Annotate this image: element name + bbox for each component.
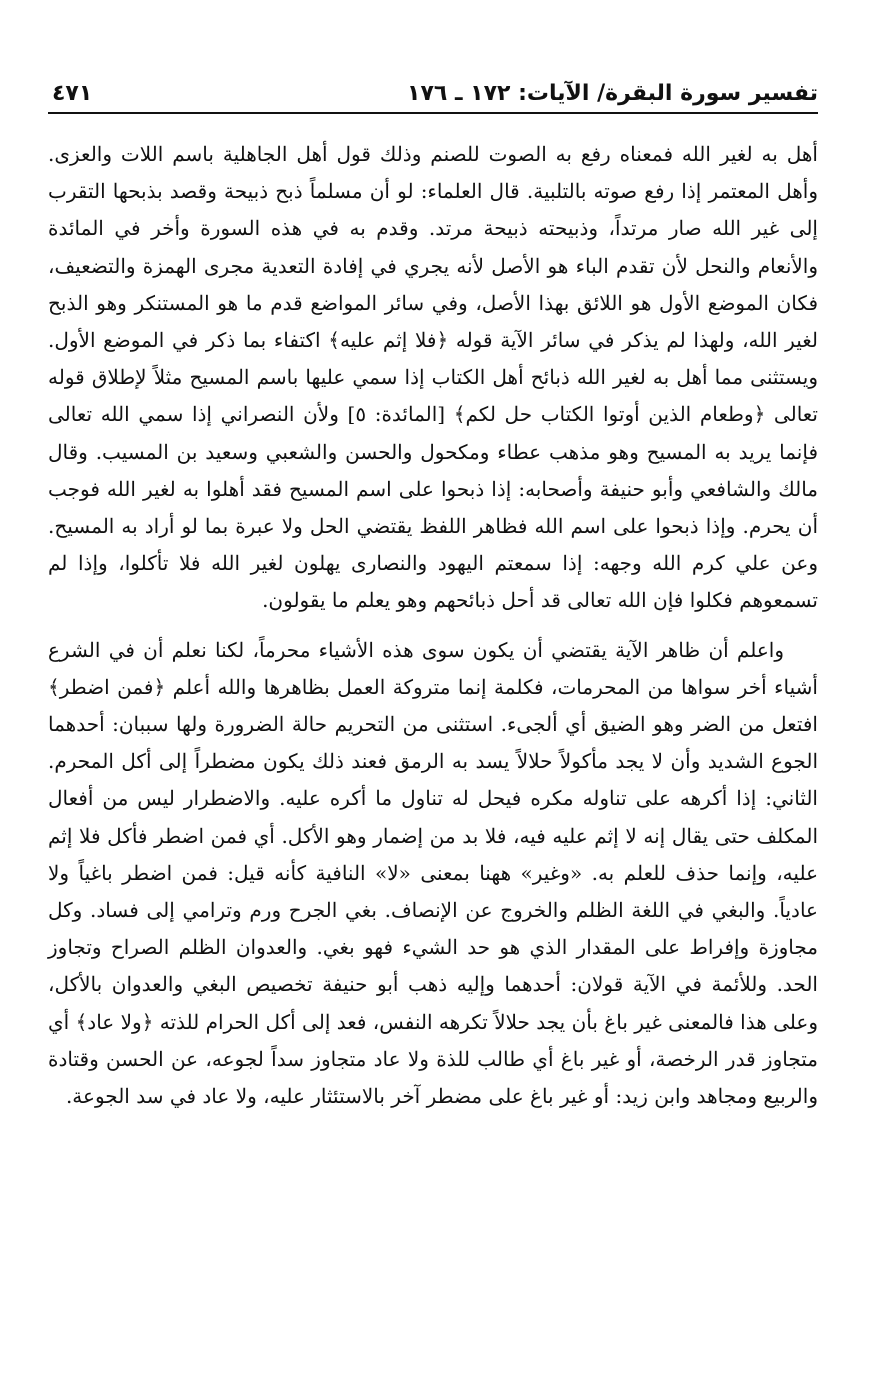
body-text	[48, 136, 818, 1115]
page-header	[48, 60, 818, 114]
book-page	[48, 60, 818, 1115]
running-title: تفسير سورة البقرة/ الآيات: ١٧٢ ـ ١٧٦	[407, 81, 818, 106]
paragraph-1: أهل به لغير الله فمعناه رفع به الصوت للصنم وذلك قول أهل الجاهلية باسم اللات والعزى. وأهل المعتمر إذا رفع صوته بالتلبية. قال العلماء: لو أن مسلماً ذبح ذبيحة وقصد بذبحها التقرب إلى غير الله صار مرتداً، وذبيحته ذبيحة مرتد. وقدم به في هذه السورة وأخر في المائدة والأنعام والنحل لأن تقدم الباء هو الأصل لأنه يجري في إفادة التعدية مجرى الهمزة والتضعيف، فكان الموضع الأول هو اللائق بهذا الأصل، وفي سائر المواضع قدم ما هو المستنكر وهو الذبح لغير الله، ولهذا لم يذكر في سائر الآية قوله ﴿فلا إثم عليه﴾ اكتفاء بما ذكر في الموضع الأول. ويستثنى مما أهل به لغير الله ذبائح أهل الكتاب إذا سمي عليها باسم المسيح مثلاً لإطلاق قوله تعالى ﴿وطعام الذين أوتوا الكتاب حل لكم﴾ [المائدة: ٥] ولأن النصراني إذا سمي الله تعالى فإنما يريد به المسيح وهو مذهب عطاء ومكحول والحسن والشعبي وسعيد بن المسيب. وقال مالك والشافعي وأبو حنيفة وأصحابه: إذا ذبحوا على اسم المسيح فقد أهلوا به لغير الله فوجب أن يحرم. وإذا ذبحوا على اسم الله فظاهر اللفظ يقتضي الحل ولا عبرة بما لو أراد به المسيح. وعن علي كرم الله وجهه: إذا سمعتم اليهود والنصارى يهلون لغير الله فلا تأكلوا، وإذا لم تسمعوهم فكلوا فإن الله تعالى قد أحل ذبائحهم وهو يعلم ما يقولون.	[48, 142, 819, 613]
page-number: ٤٧١	[52, 81, 93, 106]
paragraph-2: واعلم أن ظاهر الآية يقتضي أن يكون سوى هذه الأشياء محرماً، لكنا نعلم أن في الشرع أشياء أخر سواها من المحرمات، فكلمة إنما متروكة العمل بظاهرها والله أعلم ﴿فمن اضطر﴾ افتعل من الضر وهو الضيق أي ألجىء. استثنى من التحريم حالة الضرورة ولها سببان: أحدهما الجوع الشديد وأن لا يجد مأكولاً حلالاً يسد به الرمق فعند ذلك يكون مضطراً إلى أكل المحرم. الثاني: إذا أكرهه على تناوله مكره فيحل له تناول ما أكره عليه. والاضطرار ليس من أفعال المكلف حتى يقال إنه لا إثم عليه فيه، فلا بد من إضمار وهو الأكل. أي فمن اضطر فأكل فلا إثم عليه، وإنما حذف للعلم به. «وغير» ههنا بمعنى «لا» النافية كأنه قيل: فمن اضطر باغياً ولا عادياً. والبغي في اللغة الظلم والخروج عن الإنصاف. بغي الجرح ورم وترامي إلى فساد. وكل مجاوزة وإفراط على المقدار الذي هو حد الشيء فهو بغي. والعدوان الظلم الصراح وتجاوز الحد. وللأئمة في الآية قولان: أحدهما وإليه ذهب أبو حنيفة تخصيص البغي والعدوان بالأكل، وعلى هذا فالمعنى غير باغ بأن يجد حلالاً تكرهه النفس، فعد إلى أكل الحرام للذته ﴿ولا عاد﴾ أي متجاوز قدر الرخصة، أو غير باغ أي طالب للذة ولا عاد متجاوز سداً لجوعه، عن الحسن وقتادة والربيع ومجاهد وابن زيد: أو غير باغ على مضطر آخر بالاستئثار عليه، ولا عاد في سد الجوعة.	[48, 637, 818, 1109]
